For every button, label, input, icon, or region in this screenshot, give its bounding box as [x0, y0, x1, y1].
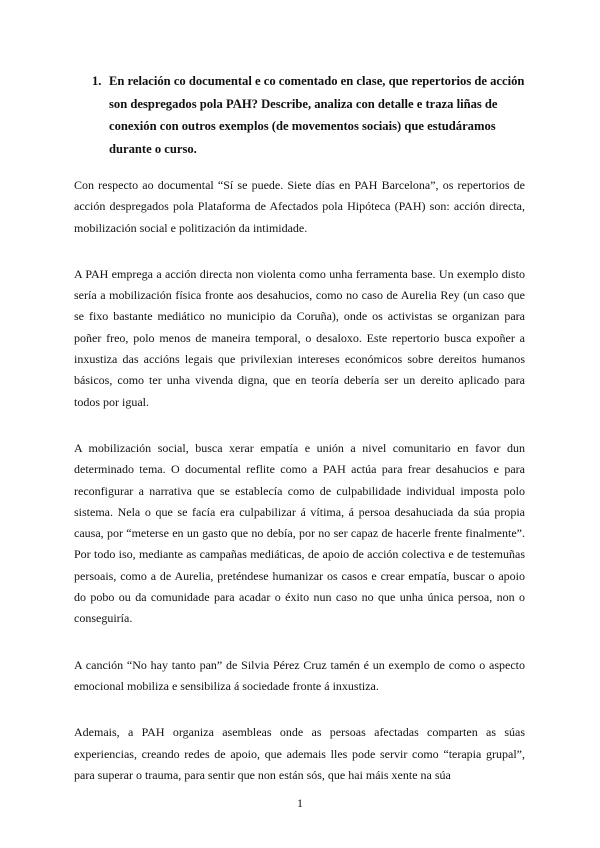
- question-text: En relación co documental e co comentado en clase, que repertorios de acción son despregados pola PAH? Describe, analiza con detalle e traza liñas de conexión con outros exemplos (de movementos sociais) que estudáramos durante o curso.: [109, 74, 525, 156]
- answer-body: [74, 175, 525, 811]
- paragraph: Ademais, a PAH organiza asembleas onde as persoas afectadas comparten as súas experiencias, creando redes de apoio, que ademais lles pode servir como “terapia grupal”, para superar o trauma, para sentir que non están sós, que hai máis xente na súa: [74, 725, 525, 782]
- paragraph: Con respecto ao documental “Sí se puede. Siete días en PAH Barcelona”, os repertorios de acción despregados pola Plataforma de Afectados pola Hipóteca (PAH) son: acción directa, mobilización social e politización da intimidade.: [74, 178, 525, 235]
- paragraph: A mobilización social, busca xerar empatía e unión a nivel comunitario en favor dun determinado tema. O documental reflite como a PAH actúa para frear desahucios e para reconfigurar a narrativa que se establecía como de culpabilidade individual imposta polo sistema. Nela o que se facía era culpabilizar á vítima, á persoa desahuciada da súa propia causa, por “meterse en un gasto que no debía, por no ser capaz de hacerle frente finalmente”. Por todo iso, mediante as campañas mediáticas, de apoio de acción colectiva e de testemuñas persoais, como a de Aurelia, preténdese humanizar os casos e crear empatía, buscar o apoio do pobo ou da comunidade para acadar o éxito nun caso no que unha única persoa, non o conseguiría.: [74, 440, 525, 626]
- paragraph: A PAH emprega a acción directa non violenta como unha ferramenta base. Un exemplo disto sería a mobilización física fronte aos desahucios, como no caso de Aurelia Rey (un caso que se fixo bastante mediático no municipio da Coruña), onde os activistas se organizan para poñer freo, polo menos de maneira temporal, o desaloxo. Este repertorio busca expoñer a inxustiza das accións legais que privilexian intereses económicos sobre dereitos humanos básicos, como ter unha vivenda digna, que en teoría debería ser un dereito aplicado para todos por igual.: [74, 266, 525, 409]
- question-number: 1.: [92, 74, 102, 88]
- paragraph: A canción “No hay tanto pan” de Silvia Pérez Cruz tamén é un exemplo de como o aspecto emocional mobiliza e sensibiliza á sociedade fronte á inxustiza.: [74, 657, 525, 693]
- page-number: 1: [297, 796, 303, 810]
- question-heading: [92, 70, 532, 160]
